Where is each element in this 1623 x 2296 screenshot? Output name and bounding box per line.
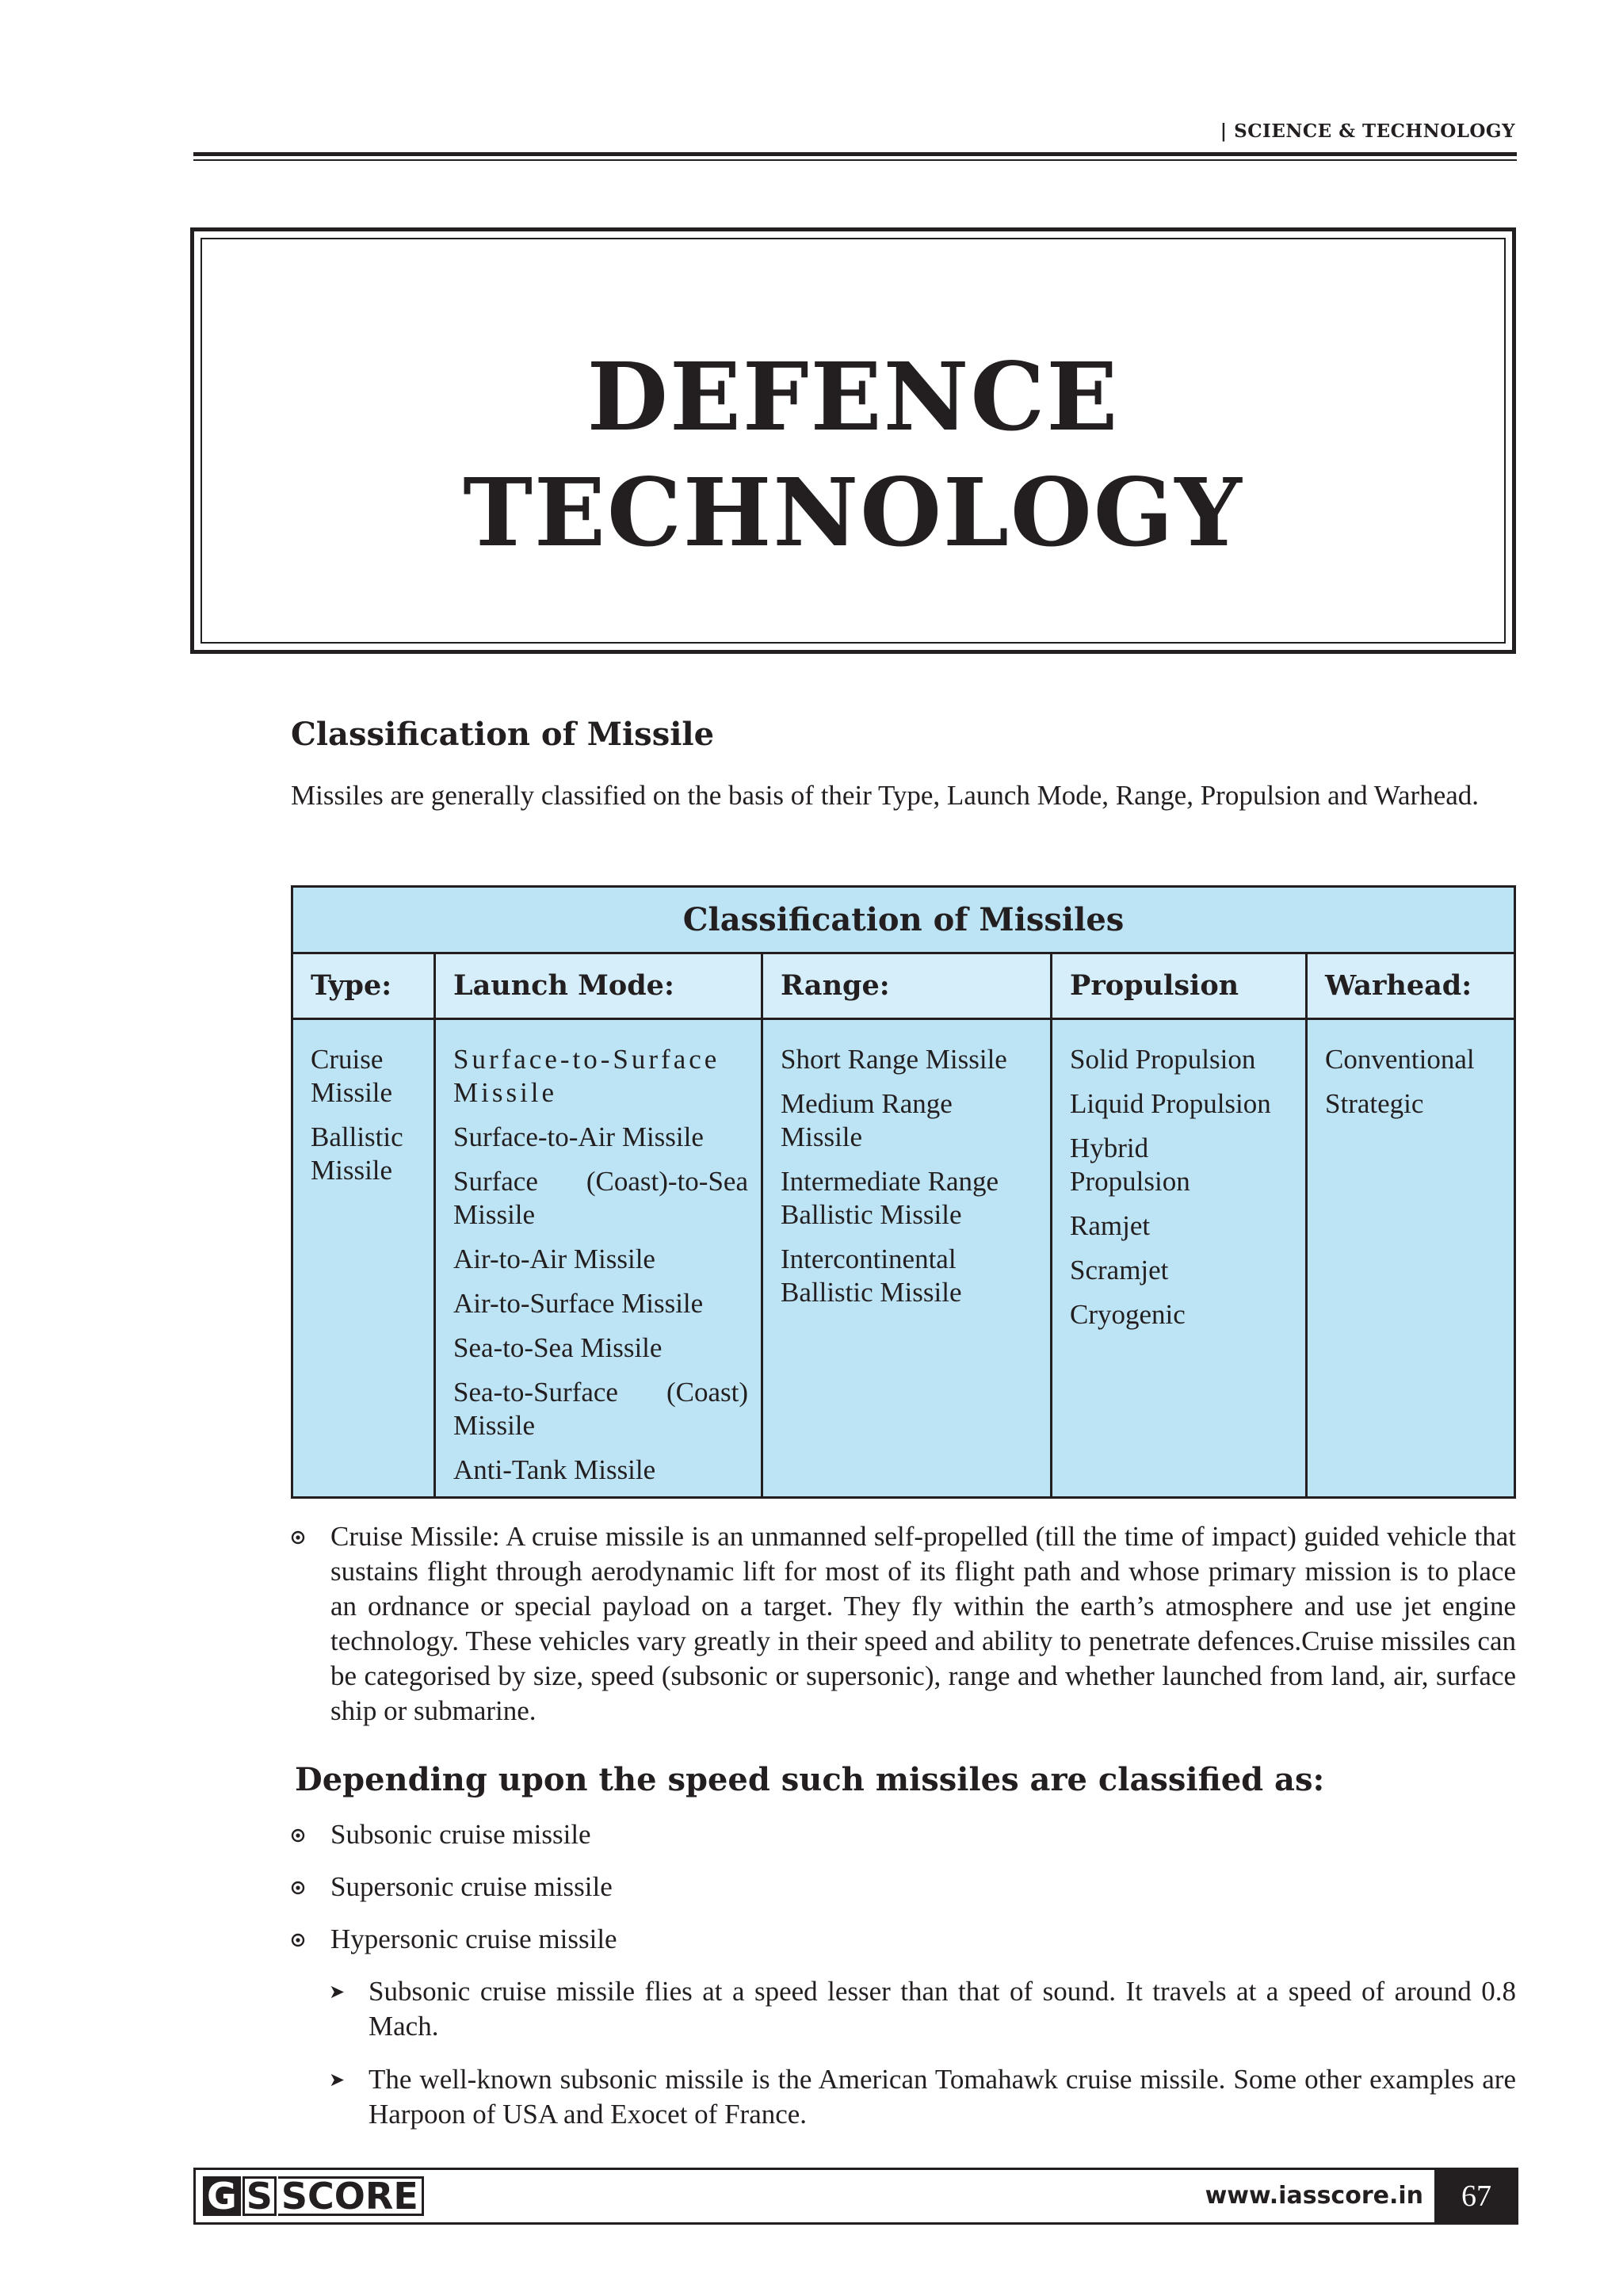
range-cell	[763, 1043, 1050, 1320]
launch-mode-item: Surface-to-Air Missile	[453, 1121, 704, 1152]
range-item: Medium Range Missile	[781, 1088, 953, 1152]
column-header-range: Range:	[781, 969, 890, 1002]
launch-mode-item: Surface-to-Surface Missile	[453, 1044, 720, 1108]
propulsion-item: Scramjet	[1070, 1255, 1169, 1286]
type-cell	[293, 1043, 433, 1198]
chapter-title-box	[190, 227, 1516, 654]
website-link[interactable]: www.iasscore.in	[1205, 2182, 1423, 2210]
launch-mode-item: Sea-to-Surface (Coast) Missile	[453, 1377, 748, 1441]
warhead-item: Conventional	[1325, 1044, 1475, 1075]
launch-mode-item: Air-to-Surface Missile	[453, 1288, 704, 1319]
launch-mode-item: Air-to-Air Missile	[453, 1244, 655, 1274]
launch-mode-cell	[436, 1043, 761, 1498]
warhead-cell	[1308, 1043, 1516, 1132]
circle-bullet-icon	[291, 1933, 305, 1947]
logo-word-score: SCORE	[278, 2176, 424, 2216]
section-heading: Classification of Missile	[291, 716, 715, 753]
sub-bullet-text: The well-known subsonic missile is the American Tomahawk cruise missile. Some other examples are Harpoon of USA and Exocet of France.	[369, 2064, 1516, 2130]
sub-bullet-text: Subsonic cruise missile flies at a speed lesser than that of sound. It travels at a speed of around 0.8 Mach.	[369, 1976, 1516, 2042]
chapter-title-line1: DEFENCE	[586, 342, 1120, 452]
speed-bullet-text: Hypersonic cruise missile	[330, 1924, 617, 1954]
circle-bullet-icon	[291, 1828, 305, 1843]
warhead-item: Strategic	[1325, 1088, 1424, 1119]
chapter-title-line2: TECHNOLOGY	[463, 457, 1243, 567]
arrow-bullet-icon: ➤	[329, 2069, 346, 2091]
page-number: 67	[1434, 2168, 1518, 2225]
launch-mode-item: Surface (Coast)-to-Sea Missile	[453, 1166, 748, 1230]
section-label: | SCIENCE & TECHNOLOGY	[1220, 120, 1515, 142]
speed-heading: Depending upon the speed such missiles are classified as:	[295, 1761, 1325, 1798]
propulsion-item: Solid Propulsion	[1070, 1044, 1256, 1075]
column-header-launch-mode: Launch Mode:	[453, 969, 674, 1002]
propulsion-item: Ramjet	[1070, 1210, 1151, 1241]
range-item: Intercontinental Ballistic Missile	[781, 1244, 962, 1308]
cruise-missile-paragraph: Cruise Missile: A cruise missile is an unmanned self-propelled (till the time of impact) guided vehicle that sustains flight through aerodynamic lift for most of its flight path and whose primary mission is to place an ordnance or special payload on a target. They fly within the earth’s atmosphere and use jet engine technology. These vehicles vary greatly in their speed and ability to penetrate defences.Cruise missiles can be categorised by size, speed (subsonic or supersonic), range and whether launched from land, air, surface ship or submarine.	[330, 1521, 1516, 1726]
column-divider	[1305, 954, 1308, 1496]
range-item: Short Range Missile	[781, 1044, 1007, 1075]
header-rule-thin	[193, 159, 1517, 161]
logo-letter-s: S	[242, 2176, 277, 2216]
column-header-warhead: Warhead:	[1325, 969, 1472, 1002]
propulsion-item: Cryogenic	[1070, 1299, 1186, 1330]
table-title: Classification of Missiles	[293, 888, 1514, 954]
arrow-bullet-icon: ➤	[329, 1981, 346, 2003]
logo-letter-g: G	[203, 2176, 241, 2216]
type-item: Ballistic Missile	[311, 1121, 403, 1186]
speed-bullet-text: Subsonic cruise missile	[330, 1819, 591, 1850]
intro-paragraph: Missiles are generally classified on the basis of their Type, Launch Mode, Range, Propulsion and Warhead.	[291, 780, 1480, 811]
chapter-title-inner-border	[200, 238, 1506, 644]
circle-bullet-icon	[291, 1530, 305, 1545]
header-rule	[193, 152, 1517, 156]
range-item: Intermediate Range Ballistic Missile	[781, 1166, 999, 1230]
gs-score-logo	[203, 2176, 424, 2217]
launch-mode-item: Sea-to-Sea Missile	[453, 1332, 663, 1363]
launch-mode-item: Anti-Tank Missile	[453, 1454, 656, 1485]
propulsion-cell	[1052, 1043, 1305, 1343]
propulsion-item: Hybrid Propulsion	[1070, 1133, 1190, 1197]
type-item: Cruise Missile	[311, 1044, 393, 1108]
column-header-propulsion: Propulsion	[1070, 969, 1239, 1002]
circle-bullet-icon	[291, 1881, 305, 1895]
speed-bullet-text: Supersonic cruise missile	[330, 1871, 613, 1902]
propulsion-item: Liquid Propulsion	[1070, 1088, 1271, 1119]
column-header-type: Type:	[311, 969, 392, 1002]
classification-table	[291, 885, 1516, 1499]
